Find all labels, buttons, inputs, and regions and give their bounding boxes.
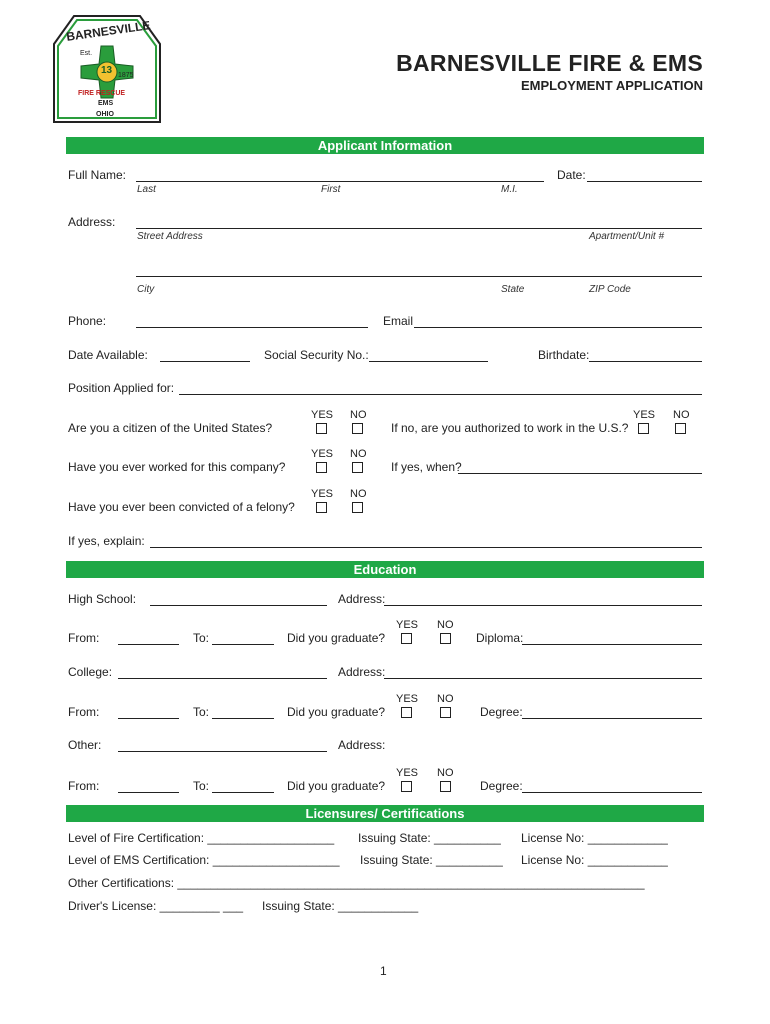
college-from-label: From: xyxy=(68,705,100,719)
section-applicant-information: Applicant Information xyxy=(66,137,704,154)
last-caption: Last xyxy=(137,184,156,195)
ssn-field[interactable] xyxy=(369,361,488,362)
no-label: NO xyxy=(437,619,454,631)
yes-label: YES xyxy=(311,488,334,500)
logo xyxy=(52,14,162,130)
full-name-label: Full Name: xyxy=(68,168,127,182)
question-felony: Have you ever been convicted of a felony? xyxy=(68,500,295,514)
yes-label: YES xyxy=(633,409,656,421)
hs-from-label: From: xyxy=(68,631,100,645)
fire-cert-field[interactable]: Level of Fire Certification: ___________________ xyxy=(68,831,335,845)
birthdate-label: Birthdate: xyxy=(538,348,590,362)
felony-yes-checkbox[interactable] xyxy=(316,502,327,513)
citizen-no-checkbox[interactable] xyxy=(352,423,363,434)
college-label: College: xyxy=(68,665,113,679)
date-field[interactable] xyxy=(587,181,702,182)
drivers-license-field[interactable]: Driver's License: _________ ___ xyxy=(68,899,244,913)
other-field[interactable] xyxy=(118,751,327,752)
first-caption: First xyxy=(321,184,341,195)
when-field[interactable] xyxy=(458,473,702,474)
date-label: Date: xyxy=(557,168,586,182)
state-caption: State xyxy=(501,284,525,295)
page-title: BARNESVILLE FIRE & EMS xyxy=(396,50,703,76)
no-label: NO xyxy=(350,488,367,500)
authorized-no-checkbox[interactable] xyxy=(675,423,686,434)
license-no-fire-field[interactable]: License No: ____________ xyxy=(521,831,668,845)
yes-label: YES xyxy=(396,767,419,779)
college-degree-label: Degree: xyxy=(480,705,523,719)
yes-label: YES xyxy=(396,619,419,631)
email-label: Email xyxy=(383,314,414,328)
no-label: NO xyxy=(437,693,454,705)
page-number: 1 xyxy=(380,964,387,978)
zip-caption: ZIP Code xyxy=(589,284,631,295)
other-graduate-yes-checkbox[interactable] xyxy=(401,781,412,792)
other-address-label: Address: xyxy=(338,738,386,752)
other-degree-label: Degree: xyxy=(480,779,523,793)
high-school-address-field[interactable] xyxy=(384,605,702,606)
street-address-field[interactable] xyxy=(136,228,702,229)
citizen-yes-checkbox[interactable] xyxy=(316,423,327,434)
phone-field[interactable] xyxy=(136,327,368,328)
college-graduate-no-checkbox[interactable] xyxy=(440,707,451,718)
city-caption: City xyxy=(137,284,155,295)
hs-from-field[interactable] xyxy=(118,644,179,645)
position-label: Position Applied for: xyxy=(68,381,175,395)
hs-graduate-label: Did you graduate? xyxy=(287,631,386,645)
no-label: NO xyxy=(350,448,367,460)
no-label: NO xyxy=(673,409,690,421)
hs-to-label: To: xyxy=(193,631,210,645)
question-worked: Have you ever worked for this company? xyxy=(68,460,286,474)
college-degree-field[interactable] xyxy=(522,718,702,719)
question-citizen: Are you a citizen of the United States? xyxy=(68,421,273,435)
question-when: If yes, when? xyxy=(391,460,462,474)
issuing-state-fire-field[interactable]: Issuing State: __________ xyxy=(358,831,501,845)
other-to-label: To: xyxy=(193,779,210,793)
mi-caption: M.I. xyxy=(501,184,518,195)
logo-fire-rescue: FIRE RESCUE xyxy=(78,90,126,97)
other-label: Other: xyxy=(68,738,102,752)
full-name-field[interactable] xyxy=(136,181,544,182)
no-label: NO xyxy=(437,767,454,779)
section-licensures: Licensures/ Certifications xyxy=(66,805,704,822)
no-label: NO xyxy=(350,409,367,421)
ems-cert-field[interactable]: Level of EMS Certification: ___________________ xyxy=(68,853,340,867)
position-field[interactable] xyxy=(179,394,702,395)
logo-est: Est. xyxy=(80,50,93,57)
explain-field[interactable] xyxy=(150,547,702,548)
college-graduate-label: Did you graduate? xyxy=(287,705,386,719)
diploma-label: Diploma: xyxy=(476,631,524,645)
other-graduate-label: Did you graduate? xyxy=(287,779,386,793)
license-no-ems-field[interactable]: License No: ____________ xyxy=(521,853,668,867)
college-address-field[interactable] xyxy=(384,678,702,679)
other-graduate-no-checkbox[interactable] xyxy=(440,781,451,792)
street-address-caption: Street Address xyxy=(137,231,203,242)
other-degree-field[interactable] xyxy=(522,792,702,793)
logo-year: 1875 xyxy=(118,72,134,79)
high-school-label: High School: xyxy=(68,592,137,606)
authorized-yes-checkbox[interactable] xyxy=(638,423,649,434)
ssn-label: Social Security No.: xyxy=(264,348,369,362)
address-label: Address: xyxy=(68,215,116,229)
logo-number: 13 xyxy=(101,65,113,76)
hs-graduate-yes-checkbox[interactable] xyxy=(401,633,412,644)
issuing-state-ems-field[interactable]: Issuing State: __________ xyxy=(360,853,503,867)
logo-top-text: BARNESVILLE xyxy=(65,18,152,44)
diploma-field[interactable] xyxy=(522,644,702,645)
college-address-label: Address: xyxy=(338,665,386,679)
email-field[interactable] xyxy=(414,327,702,328)
section-education: Education xyxy=(66,561,704,578)
college-field[interactable] xyxy=(118,678,327,679)
felony-no-checkbox[interactable] xyxy=(352,502,363,513)
other-to-field[interactable] xyxy=(212,792,274,793)
phone-label: Phone: xyxy=(68,314,107,328)
city-state-zip-field[interactable] xyxy=(136,276,702,277)
hs-to-field[interactable] xyxy=(212,644,274,645)
question-authorized: If no, are you authorized to work in the U.S.? xyxy=(391,421,629,435)
college-to-field[interactable] xyxy=(212,718,274,719)
other-cert-field[interactable]: Other Certifications: ______________________________________________________________________ xyxy=(68,876,645,890)
logo-ems: EMS xyxy=(98,100,114,107)
other-from-label: From: xyxy=(68,779,100,793)
date-available-label: Date Available: xyxy=(68,348,148,362)
hs-graduate-no-checkbox[interactable] xyxy=(440,633,451,644)
college-from-field[interactable] xyxy=(118,718,179,719)
other-from-field[interactable] xyxy=(118,792,179,793)
birthdate-field[interactable] xyxy=(589,361,702,362)
date-available-field[interactable] xyxy=(160,361,250,362)
issuing-state-drivers-field[interactable]: Issuing State: ____________ xyxy=(262,899,419,913)
apartment-caption: Apartment/Unit # xyxy=(589,231,665,242)
high-school-address-label: Address: xyxy=(338,592,386,606)
worked-yes-checkbox[interactable] xyxy=(316,462,327,473)
page-subtitle: EMPLOYMENT APPLICATION xyxy=(521,78,703,93)
yes-label: YES xyxy=(311,448,334,460)
high-school-field[interactable] xyxy=(150,605,327,606)
college-graduate-yes-checkbox[interactable] xyxy=(401,707,412,718)
college-to-label: To: xyxy=(193,705,210,719)
yes-label: YES xyxy=(311,409,334,421)
explain-label: If yes, explain: xyxy=(68,534,145,548)
worked-no-checkbox[interactable] xyxy=(352,462,363,473)
yes-label: YES xyxy=(396,693,419,705)
logo-state: OHIO xyxy=(96,111,114,118)
